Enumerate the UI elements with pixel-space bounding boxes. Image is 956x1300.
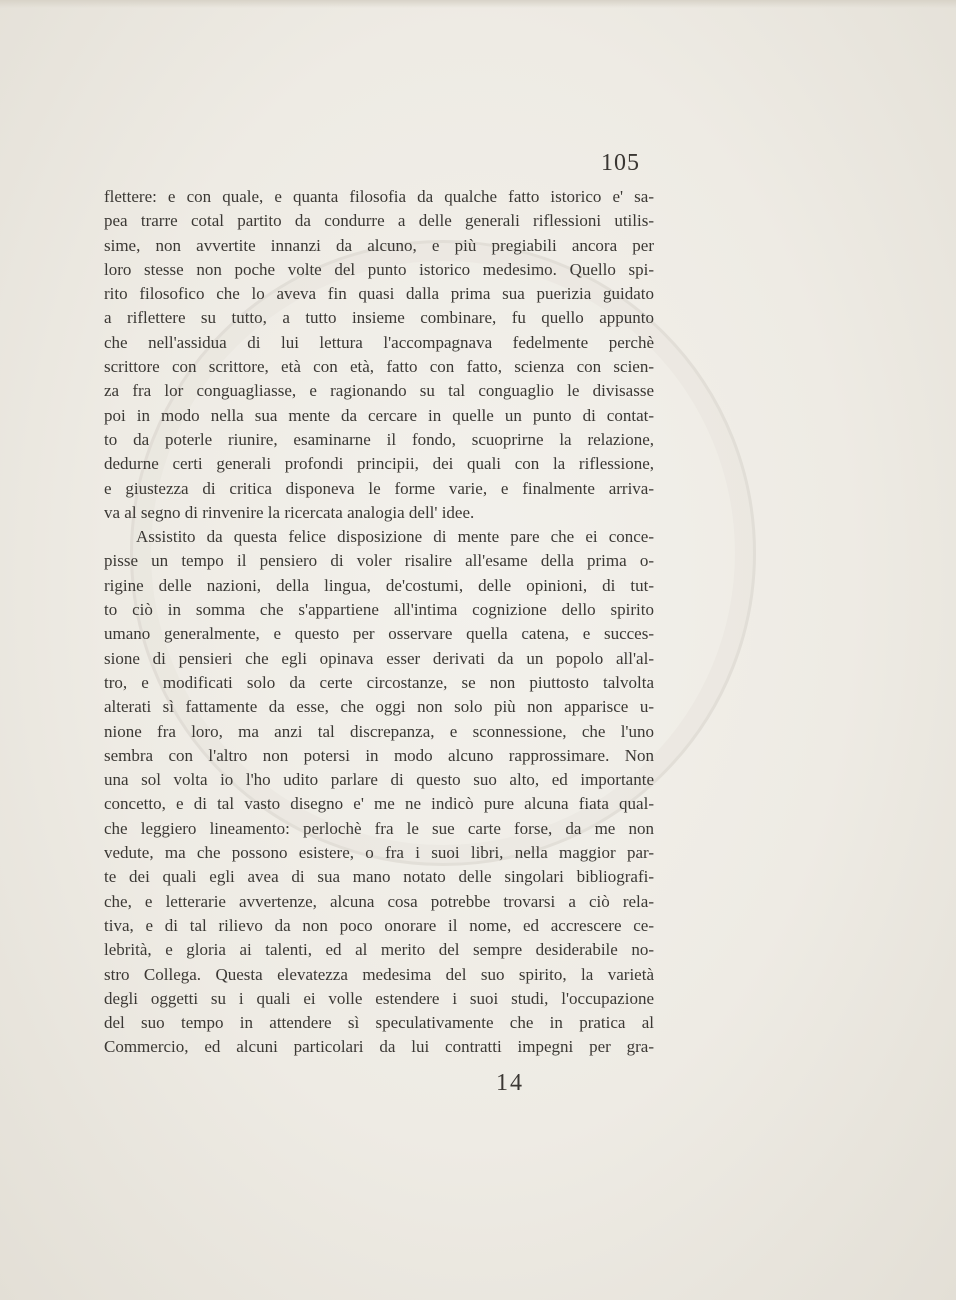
text-line: a riflettere su tutto, a tutto insieme combinare, fu quello appunto <box>104 308 654 328</box>
text-line: poi in modo nella sua mente da cercare in quelle un punto di contat- <box>104 405 654 425</box>
text-line: to ciò in somma che s'appartiene all'intima cognizione dello spirito <box>104 600 654 620</box>
text-line: sione di pensieri che egli opinava esser derivati da un popolo all'al- <box>104 648 654 668</box>
text-line: nione fra loro, ma anzi tal discrepanza, e sconnessione, che l'uno <box>104 721 654 741</box>
text-line: tro, e modificati solo da certe circostanze, se non piuttosto talvolta <box>104 672 654 692</box>
paragraph-first-line: Assistito da questa felice disposizione di mente pare che ei conce- <box>136 527 654 547</box>
text-line: che, e letterarie avvertenze, alcuna cosa potrebbe trovarsi a ciò rela- <box>104 891 654 911</box>
text-line: dedurne certi generali profondi principii, dei quali con la riflessione, <box>104 454 654 474</box>
text-line: del suo tempo in attendere sì speculativamente che in pratica al <box>104 1013 654 1033</box>
text-line: che leggiero lineamento: perlochè fra le sue carte forse, da me non <box>104 818 654 838</box>
text-line: rigine delle nazioni, della lingua, de'costumi, delle opinioni, di tut- <box>104 575 654 595</box>
page-number: 105 <box>601 150 640 176</box>
text-line: Commercio, ed alcuni particolari da lui contratti impegni per gra- <box>104 1037 654 1057</box>
text-line: loro stesse non poche volte del punto istorico medesimo. Quello spi- <box>104 259 654 279</box>
text-line: che nell'assidua di lui lettura l'accompagnava fedelmente perchè <box>104 332 654 352</box>
text-line: degli oggetti su i quali ei volle estendere i suoi studi, l'occupazione <box>104 988 654 1008</box>
text-line: stro Collega. Questa elevatezza medesima del suo spirito, la varietà <box>104 964 654 984</box>
text-line: to da poterle riunire, esaminarne il fondo, scuoprirne la relazione, <box>104 429 654 449</box>
text-line: e giustezza di critica disponeva le forme varie, e finalmente arriva- <box>104 478 654 498</box>
text-line: pea trarre cotal partito da condurre a delle generali riflessioni utilis- <box>104 211 654 231</box>
text-line: sime, non avvertite innanzi da alcuno, e più pregiabili ancora per <box>104 235 654 255</box>
page-body-text <box>104 185 654 1060</box>
paragraph-last-line: va al segno di rinvenire la ricercata analogia dell' idee. <box>104 502 475 522</box>
text-line: alterati sì fattamente da esse, che oggi non solo più non apparisce u- <box>104 697 654 717</box>
text-line: pisse un tempo il pensiero di voler risalire all'esame della prima o- <box>104 551 654 571</box>
text-line: concetto, e di tal vasto disegno e' me ne indicò pure alcuna fiata qual- <box>104 794 654 814</box>
text-line: za fra lor conguagliasse, e ragionando su tal conguaglio le divisasse <box>104 381 654 401</box>
text-line: una sol volta io l'ho udito parlare di questo suo alto, ed importante <box>104 770 654 790</box>
signature-mark: 14 <box>496 1070 524 1096</box>
text-line: lebrità, e gloria ai talenti, ed al merito del sempre desiderabile no- <box>104 940 654 960</box>
text-line: flettere: e con quale, e quanta filosofia da qualche fatto istorico e' sa- <box>104 187 654 206</box>
text-line: rito filosofico che lo aveva fin quasi dalla prima sua puerizia guidato <box>104 284 654 304</box>
text-line: te dei quali egli avea di sua mano notato delle singolari bibliografi- <box>104 867 654 887</box>
text-line: scrittore con scrittore, età con età, fatto con fatto, scienza con scien- <box>104 357 654 377</box>
text-line: sembra con l'altro non potersi in modo alcuno rapprossimare. Non <box>104 745 654 765</box>
text-line: tiva, e di tal rilievo da non poco onorare il nome, ed accrescere ce- <box>104 915 654 935</box>
text-line: vedute, ma che possono esistere, o fra i suoi libri, nella maggior par- <box>104 843 654 863</box>
text-line: umano generalmente, e questo per osservare quella catena, e succes- <box>104 624 654 644</box>
